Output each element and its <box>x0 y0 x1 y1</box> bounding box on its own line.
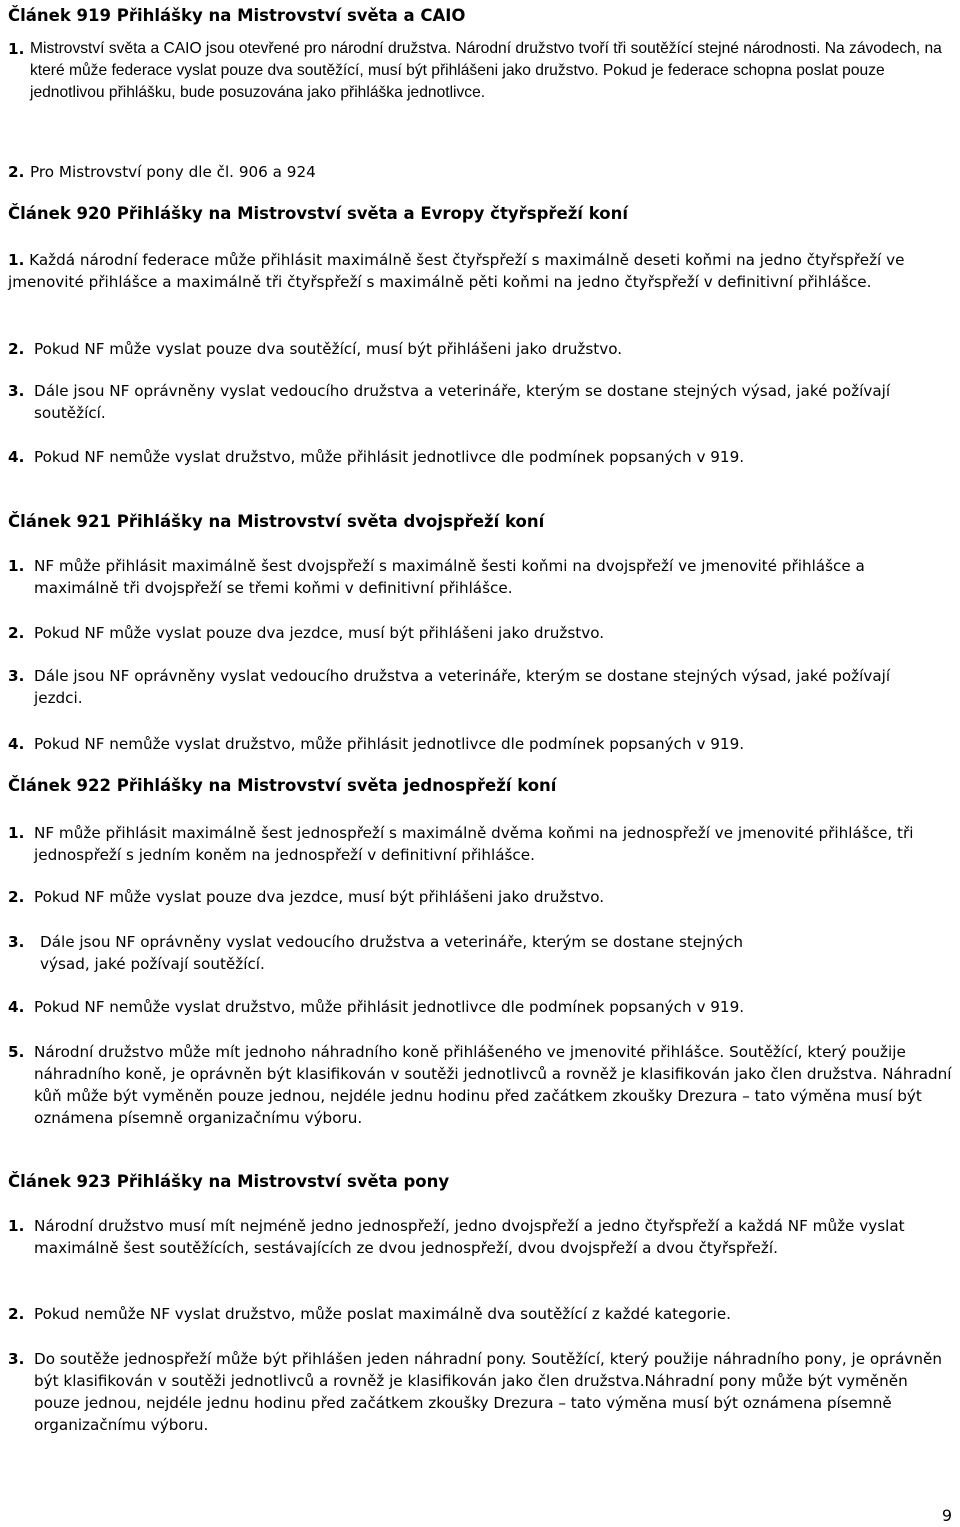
paragraph-number: 3. <box>8 667 25 685</box>
article-922-para-2 <box>8 886 948 908</box>
article-919-para-1 <box>8 38 948 104</box>
paragraph-number: 1. <box>8 557 25 575</box>
article-921-para-1 <box>8 555 952 599</box>
paragraph-text: Dále jsou NF oprávněny vyslat vedoucího družstva a veterináře, kterým se dostane stejných výsad, jaké požívají jezdci. <box>34 667 891 707</box>
page-number: 9 <box>941 1506 952 1525</box>
article-923-para-3 <box>8 1348 956 1436</box>
paragraph-number: 1. <box>8 824 25 842</box>
article-heading: Článek 919 Přihlášky na Mistrovství světa a CAIO <box>8 6 466 25</box>
paragraph-number: 4. <box>8 998 25 1016</box>
article-922-para-4 <box>8 996 956 1018</box>
paragraph-text: Pro Mistrovství pony dle čl. 906 a 924 <box>30 163 316 181</box>
paragraph-number: 2. <box>8 1305 25 1323</box>
paragraph-number: 1. <box>8 251 25 269</box>
article-920-heading: Článek 920 Přihlášky na Mistrovství světa a Evropy čtyřspřeží koní <box>8 204 628 223</box>
paragraph-number: 3. <box>8 382 25 400</box>
paragraph-text: Dále jsou NF oprávněny vyslat vedoucího družstva a veterináře, kterým se dostane stejných výsad, jaké požívají soutěžící. <box>40 933 743 973</box>
article-921-para-3 <box>8 665 908 709</box>
article-920-para-4 <box>8 446 956 468</box>
paragraph-text: NF může přihlásit maximálně šest dvojspřeží s maximálně šesti koňmi na dvojspřeží ve jmenovité přihlášce a maximálně tři dvojspřeží se třemi koňmi v definitivní přihlášce. <box>34 557 865 597</box>
paragraph-text: Každá národní federace může přihlásit maximálně šest čtyřspřeží s maximálně deseti koňmi na jedno čtyřspřeží ve jmenovité přihlášce a maximálně tři čtyřspřeží s maximálně pěti koňmi na jedno čtyřspřeží v definitivní přihlášce. <box>8 251 905 291</box>
article-923-para-2 <box>8 1303 956 1325</box>
paragraph-number: 2. <box>8 163 25 181</box>
paragraph-number: 2. <box>8 888 25 906</box>
article-921-para-2 <box>8 622 948 644</box>
article-920-para-2 <box>8 338 948 360</box>
paragraph-number: 4. <box>8 735 25 753</box>
article-921-heading: Článek 921 Přihlášky na Mistrovství světa dvojspřeží koní <box>8 512 545 531</box>
paragraph-text: Národní družstvo může mít jednoho náhradního koně přihlášeného ve jmenovité přihlášce. Soutěžící, který použije náhradního koně, je oprávněn být klasifikován v soutěži jednotlivců a rovněž je klasifikován jako člen družstva. Náhradní kůň může být vyměněn pouze jednou, nejdéle jednu hodinu před začátkem zkoušky Drezura – tato výměna musí být oznámena písemně organizačnímu výboru. <box>34 1043 952 1127</box>
article-922-heading: Článek 922 Přihlášky na Mistrovství světa jednospřeží koní <box>8 776 557 795</box>
paragraph-text: Pokud nemůže NF vyslat družstvo, může poslat maximálně dva soutěžící z každé kategorie. <box>34 1305 732 1323</box>
article-921-para-4 <box>8 733 956 755</box>
paragraph-text: Pokud NF může vyslat pouze dva jezdce, musí být přihlášeni jako družstvo. <box>34 624 605 642</box>
paragraph-number: 2. <box>8 340 25 358</box>
article-923-para-1 <box>8 1215 956 1259</box>
paragraph-number: 5. <box>8 1043 25 1061</box>
paragraph-text: Pokud NF nemůže vyslat družstvo, může přihlásit jednotlivce dle podmínek popsaných v 919. <box>34 998 745 1016</box>
article-922-para-5 <box>8 1041 956 1129</box>
paragraph-text: Mistrovství světa a CAIO jsou otevřené pro národní družstva. Národní družstvo tvoří tři soutěžící stejné národnosti. Na závodech, na které může federace vyslat pouze dva soutěžící, musí být přihlášeni jako družstvo. Pokud je federace schopna poslat pouze jednotlivou přihlášku, bude posuzována jako přihláška jednotlivce. <box>30 40 942 101</box>
paragraph-text: Pokud NF může vyslat pouze dva jezdce, musí být přihlášeni jako družstvo. <box>34 888 605 906</box>
article-920-para-1 <box>8 249 960 293</box>
paragraph-text: NF může přihlásit maximálně šest jednospřeží s maximálně dvěma koňmi na jednospřeží ve jmenovité přihlášce, tři jednospřeží s jedním koněm na jednospřeží v definitivní přihlášce. <box>34 824 914 864</box>
paragraph-number: 4. <box>8 448 25 466</box>
article-922-para-3 <box>8 931 748 975</box>
article-920-para-3 <box>8 380 956 424</box>
paragraph-text: Pokud NF nemůže vyslat družstvo, může přihlásit jednotlivce dle podmínek popsaných v 919. <box>34 735 745 753</box>
article-919 <box>8 4 956 28</box>
paragraph-number: 1. <box>8 1217 25 1235</box>
paragraph-text: Pokud NF nemůže vyslat družstvo, může přihlásit jednotlivce dle podmínek popsaných v 919. <box>34 448 745 466</box>
paragraph-text: Do soutěže jednospřeží může být přihlášen jeden náhradní pony. Soutěžící, který použije náhradního pony, je oprávněn být klasifikován v soutěži jednotlivců a rovněž je klasifikován jako člen družstva.Náhradní pony může být vyměněn pouze jednou, nejdéle jednu hodinu před začátkem zkoušky Drezura – tato výměna musí být oznámena písemně organizačnímu výboru. <box>34 1350 942 1434</box>
article-919-para-2 <box>8 161 948 183</box>
paragraph-text: Pokud NF může vyslat pouze dva soutěžící, musí být přihlášeni jako družstvo. <box>34 340 623 358</box>
article-923-heading: Článek 923 Přihlášky na Mistrovství světa pony <box>8 1172 450 1191</box>
article-922-para-1 <box>8 822 956 866</box>
paragraph-number: 3. <box>8 933 25 951</box>
paragraph-text: Národní družstvo musí mít nejméně jedno jednospřeží, jedno dvojspřeží a jedno čtyřspřeží a každá NF může vyslat maximálně šest soutěžících, sestávajících ze dvou jednospřeží, dvou dvojspřeží a dvou čtyřspřeží. <box>34 1217 905 1257</box>
paragraph-text: Dále jsou NF oprávněny vyslat vedoucího družstva a veterináře, kterým se dostane stejných výsad, jaké požívají soutěžící. <box>34 382 891 422</box>
paragraph-number: 2. <box>8 624 25 642</box>
paragraph-number: 3. <box>8 1350 25 1368</box>
paragraph-number: 1. <box>8 40 25 58</box>
